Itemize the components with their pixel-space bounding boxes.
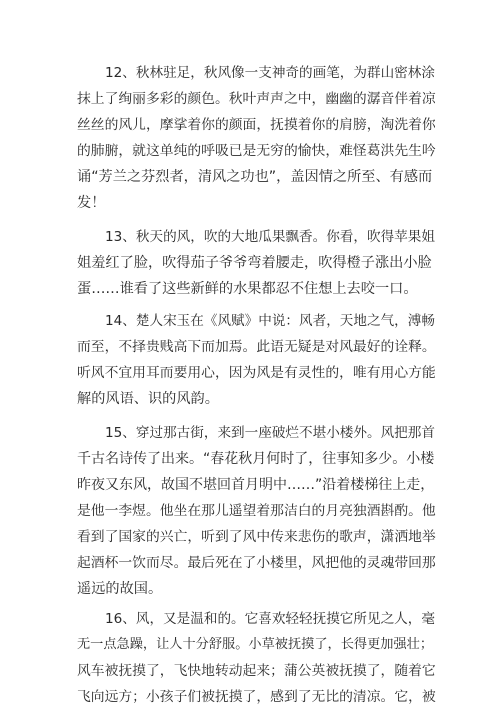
text-line: 诵“芳兰之芬烈者，清风之功也”，盖因情之所至、有感而 (77, 169, 433, 185)
text-line: 听风不宜用耳而要用心，因为风是有灵性的，唯有用心方能 (77, 365, 436, 381)
text-line: 发！ (77, 195, 106, 211)
text-line: 蛋……谁看了这些新鲜的水果都忍不住想上去咬一口。 (77, 281, 418, 297)
text-line: 抹上了绚丽多彩的颜色。秋叶声声之中，幽幽的潺音伴着凉 (77, 91, 436, 107)
text-line: 的肺腑，就这单纯的呼吸已是无穷的愉快，难怪葛洪先生吟 (77, 143, 436, 159)
text-line: 解的风语、识的风韵。 (77, 391, 219, 407)
text-line: 昨夜又东风，故国不堪回首月明中……”沿着楼梯往上走， (77, 477, 435, 493)
text-line: 是他一李煜。他坐在那儿遥望着那洁白的月亮独酒斟酌。他 (77, 503, 436, 519)
text-line: 12、秋林驻足，秋风像一支神奇的画笔，为群山密林涂 (105, 65, 435, 81)
text-line: 14、楚人宋玉在《风赋》中说：风者，天地之气，溥畅 (105, 313, 435, 329)
text-line: 风车被抚摸了，飞快地转动起来；蒲公英被抚摸了，随着它 (77, 663, 436, 679)
text-line: 而至，不择贵贱高下而加焉。此语无疑是对风最好的诠释。 (77, 339, 436, 355)
text-line: 看到了国家的兴亡，听到了风中传来悲伤的歌声，潇洒地举 (77, 529, 436, 545)
text-line: 起酒杯一饮而尽。最后死在了小楼里，风把他的灵魂带回那 (77, 555, 436, 571)
text-line: 千古名诗传了出来。“春花秋月何时了，往事知多少。小楼 (77, 451, 435, 467)
text-line: 16、风，又是温和的。它喜欢轻轻抚摸它所见之人，毫 (105, 611, 435, 627)
text-line: 丝丝的风儿，摩挲着你的颜面，抚摸着你的肩膀，淘洗着你 (77, 117, 436, 133)
text-line: 13、秋天的风，吹的大地瓜果飘香。你看，吹得苹果姐 (105, 229, 435, 245)
text-line: 姐羞红了脸，吹得茄子爷爷弯着腰走，吹得橙子涨出小脸 (77, 255, 432, 271)
text-line: 飞向远方；小孩子们被抚摸了，感到了无比的清凉。它，被 (77, 689, 436, 705)
text-line: 15、穿过那古街，来到一座破烂不堪小楼外。风把那首 (105, 425, 435, 441)
text-line: 遥远的故国。 (77, 581, 163, 597)
text-line: 无一点急躁，让人十分舒服。小草被抚摸了，长得更加强壮； (77, 637, 434, 652)
